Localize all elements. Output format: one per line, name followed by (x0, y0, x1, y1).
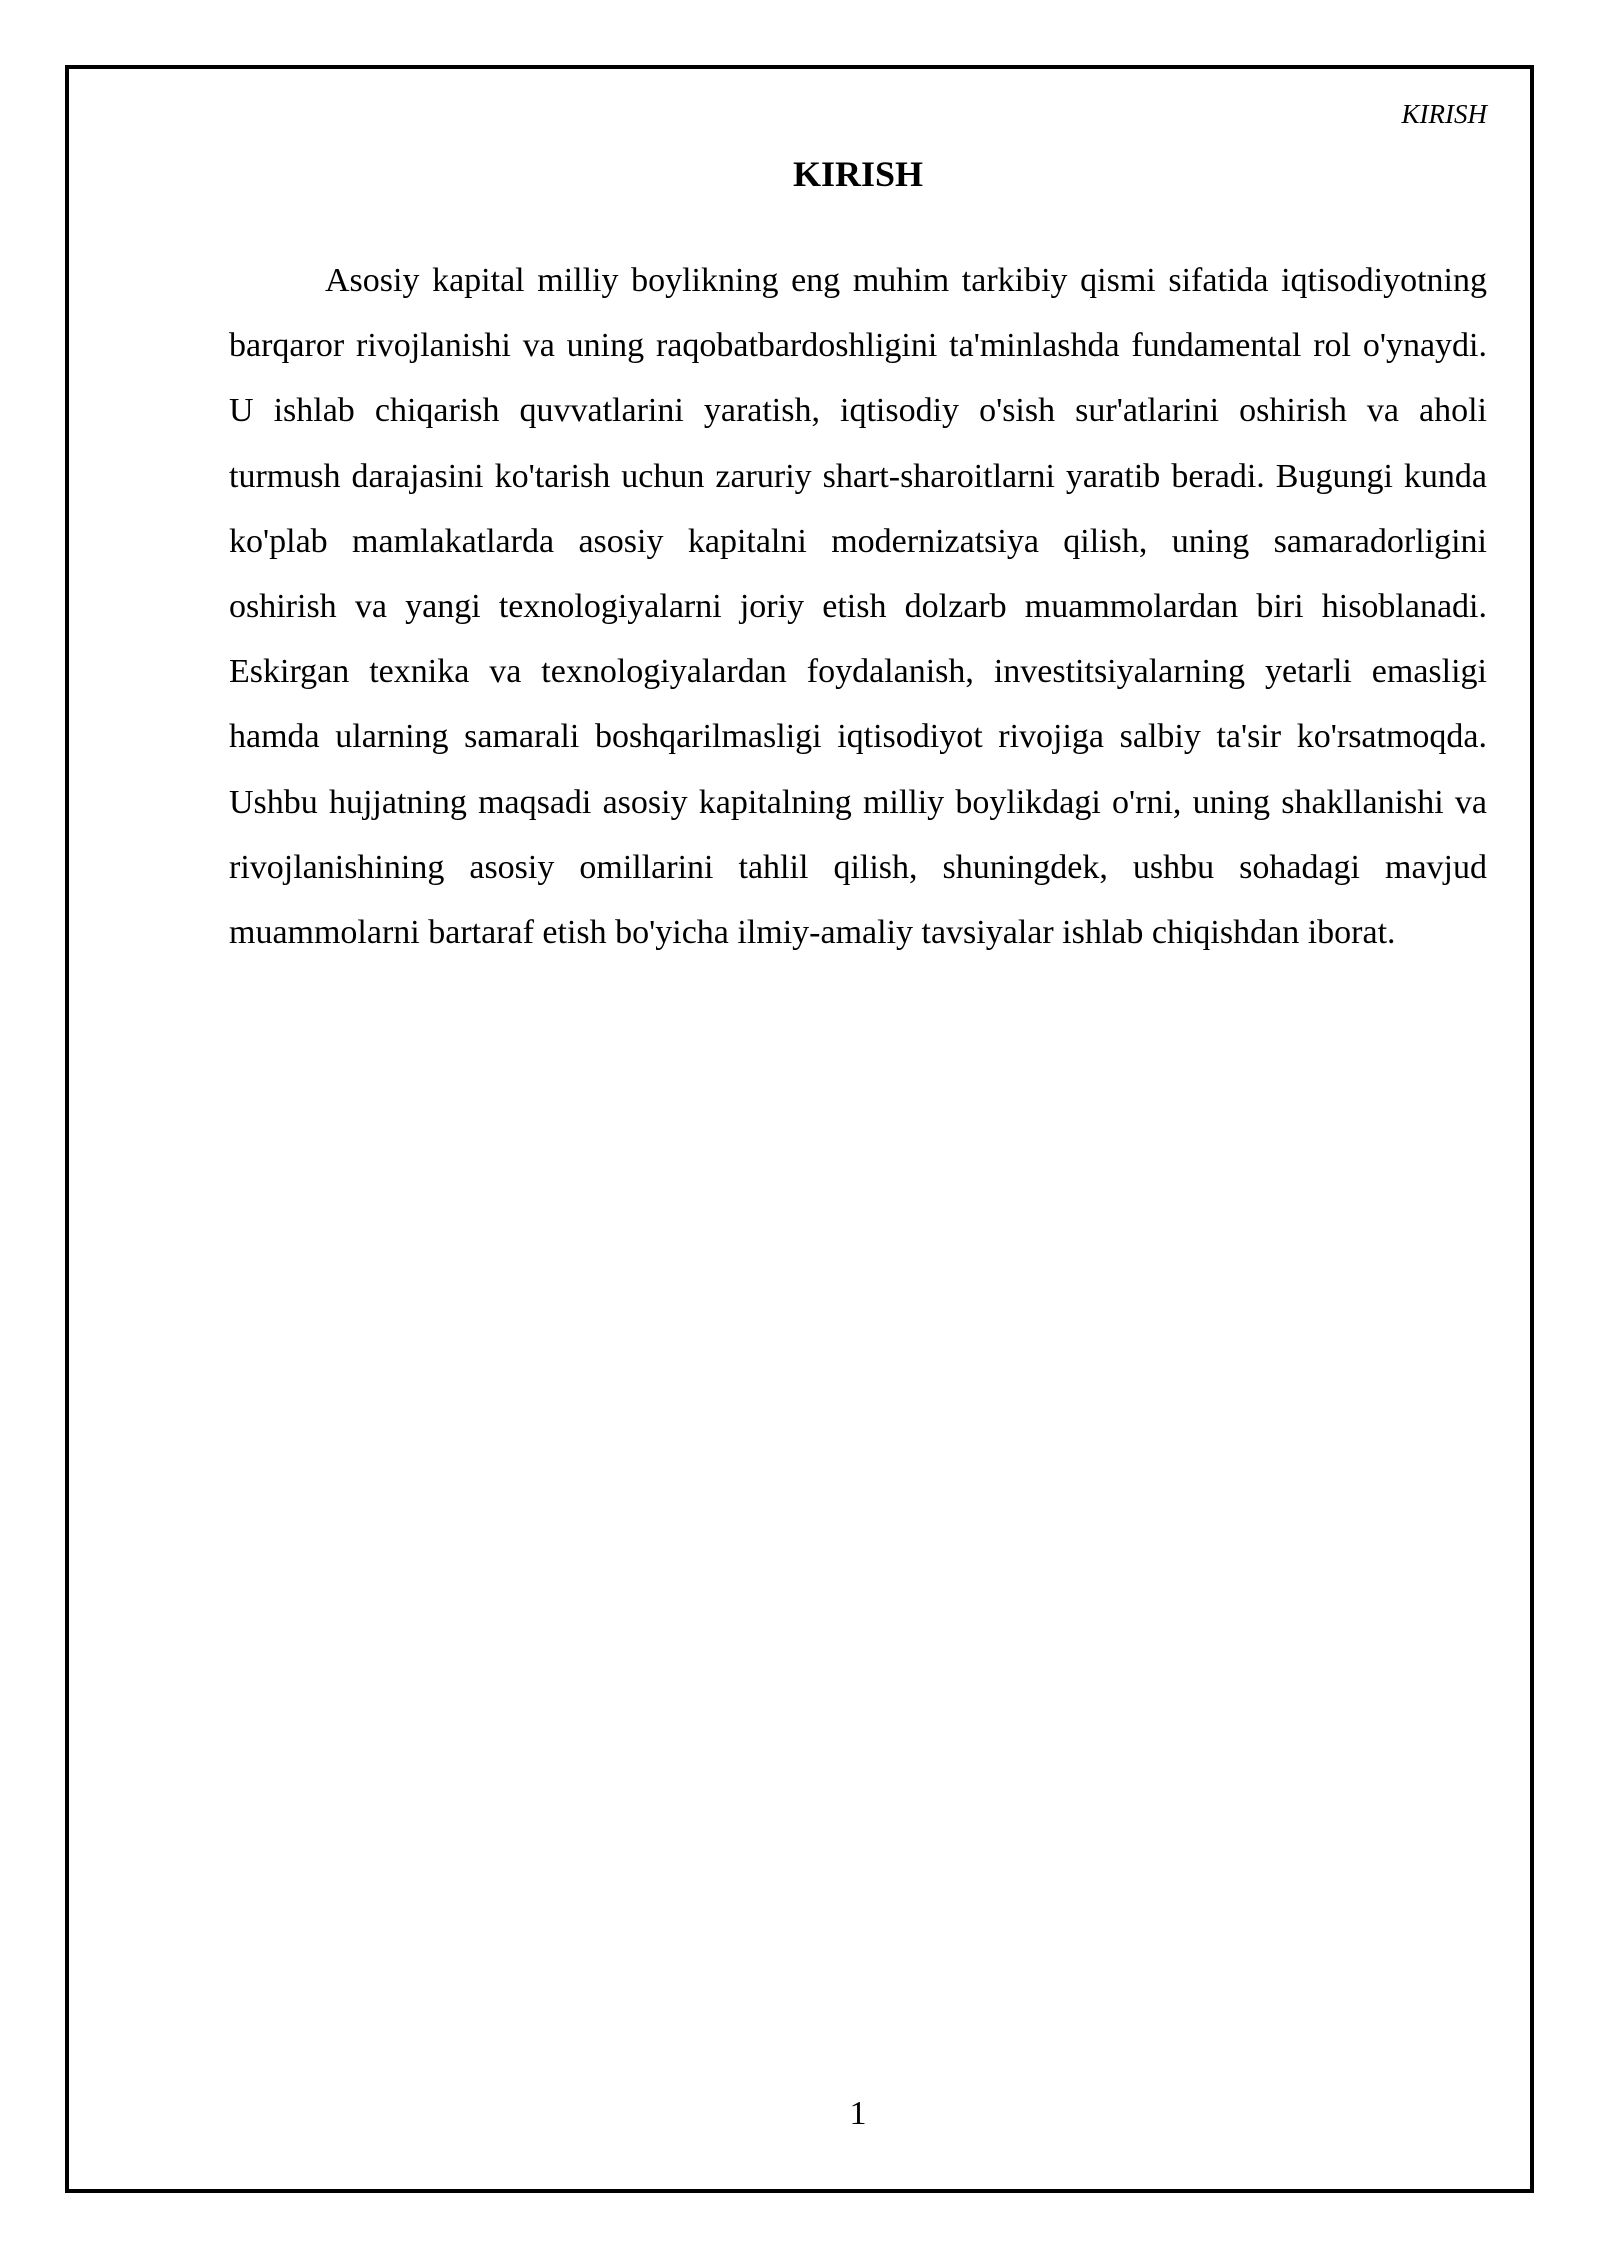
running-header: KIRISH (1401, 99, 1487, 129)
body-paragraph: Asosiy kapital milliy boylikning eng muhim tarkibiy qismi sifatida iqtisodiyotning barqaror rivojlanishi va uning raqobatbardoshligini ta'minlashda fundamental rol o'ynaydi. U ishlab chiqarish quvvatlarini yaratish, iqtisodiy o'sish sur'atlarini oshirish va aholi turmush darajasini ko'tarish uchun zaruriy shart-sharoitlarni yaratib beradi. Bugungi kunda ko'plab mamlakatlarda asosiy kapitalni modernizatsiya qilish, uning samaradorligini oshirish va yangi texnologiyalarni joriy etish dolzarb muammolardan biri hisoblanadi. Eskirgan texnika va texnologiyalardan foydalanish, investitsiyalarning yetarli emasligi hamda ularning samarali boshqarilmasligi iqtisodiyot rivojiga salbiy ta'sir ko'rsatmoqda. Ushbu hujjatning maqsadi asosiy kapitalning milliy boylikdagi o'rni, uning shakllanishi va rivojlanishining asosiy omillarini tahlil qilish, shuningdek, ushbu sohadagi mavjud muammolarni bartaraf etish bo'yicha ilmiy-amaliy tavsiyalar ishlab chiqishdan iborat. (229, 262, 1487, 952)
page-title: KIRISH (792, 154, 924, 194)
page-number: 1 (849, 2095, 867, 2132)
